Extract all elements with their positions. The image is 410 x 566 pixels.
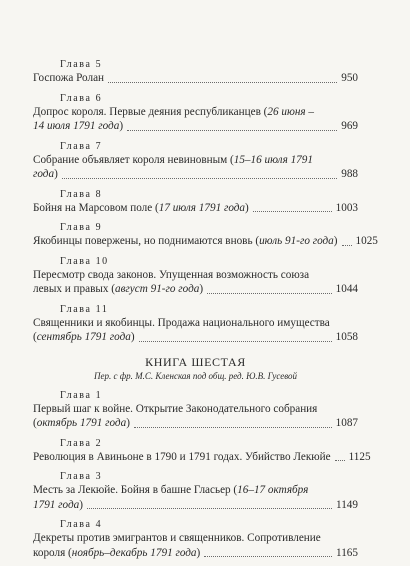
toc-chapter: [33, 255, 358, 297]
chapter-date: 15–16 июля 1791: [233, 153, 313, 166]
chapter-date: года: [33, 168, 55, 180]
chapter-title-text: 1791 года): [33, 498, 83, 511]
chapter-title-line: [33, 268, 358, 283]
chapter-title-text: Допрос короля. Первые деяния республиканцев (26 июня –: [33, 105, 314, 118]
toc-chapter: [33, 221, 378, 249]
chapter-title-text: Собрание объявляет короля невиновным (15–16 июля 1791: [33, 153, 313, 166]
chapter-label: Глава 11: [60, 303, 109, 315]
chapter-title-line: [33, 450, 371, 465]
chapter-date: август 91-го года: [114, 283, 200, 295]
chapter-title-line: [33, 105, 358, 120]
chapter-date: сентябрь 1791 года: [36, 331, 131, 343]
chapter-date: ноябрь–декабрь 1791 года: [71, 546, 197, 559]
dot-leader: [342, 245, 352, 246]
chapter-title-line: [33, 167, 358, 182]
chapter-title-line: [33, 416, 358, 431]
page-number: 1087: [335, 417, 358, 429]
chapter-title: [33, 268, 358, 297]
page-number: 969: [341, 120, 358, 132]
chapter-title-line: [33, 330, 358, 345]
page-number: 1003: [335, 201, 358, 214]
chapter-title-line: [33, 153, 358, 168]
toc-chapter: [33, 303, 358, 345]
chapter-title-line: [33, 316, 358, 331]
chapter-title-text: Якобинцы повержены, но поднимаются вновь (июль 91-го года): [33, 235, 338, 247]
chapter-title-text: короля (ноябрь–декабрь 1791 года): [33, 546, 201, 559]
chapter-label: Глава 3: [60, 471, 103, 482]
chapter-date: июль 91-го года: [259, 235, 334, 247]
chapter-title: [33, 234, 378, 249]
chapter-title: [33, 316, 358, 345]
chapter-date: 26 июня –: [267, 105, 314, 118]
chapter-title-line: [33, 531, 358, 546]
chapter-title-text: 14 июля 1791 года): [33, 120, 124, 132]
chapter-date: 16–17 октября: [237, 484, 309, 496]
book-six-header: [33, 355, 358, 383]
dot-leader: [127, 130, 337, 131]
chapter-title: [33, 105, 358, 134]
dot-leader: [108, 82, 337, 83]
toc-chapter: [33, 188, 358, 216]
dot-leader: [134, 427, 332, 428]
chapter-label: Глава 9: [60, 222, 103, 233]
toc-chapter: [33, 58, 358, 86]
chapter-title: [33, 71, 358, 86]
page-number: 1165: [336, 546, 358, 559]
chapter-title-line: [33, 498, 358, 513]
book-six-subtitle: Пер. с фр. М.С. Кленская под общ. ред. Ю.В. Гусевой: [93, 370, 297, 381]
chapter-label: Глава 6: [60, 92, 103, 104]
page-number: 1149: [336, 498, 358, 511]
page-number: 1044: [335, 283, 358, 295]
chapter-title-line: [33, 483, 358, 498]
table-of-contents: [33, 58, 378, 566]
chapter-title: [33, 450, 371, 465]
chapter-title-text: Первый шаг к войне. Открытие Законодательного собрания: [33, 402, 318, 415]
chapter-date: 14 июля 1791 года: [33, 120, 120, 132]
dot-leader: [207, 293, 332, 294]
chapter-title: [33, 153, 358, 182]
dot-leader: [87, 508, 332, 509]
toc-chapter: [33, 92, 358, 134]
chapter-title: [33, 402, 358, 431]
chapter-date: 1791 года: [33, 498, 80, 511]
chapter-title-text: года): [33, 168, 58, 180]
chapter-label: Глава 10: [60, 255, 109, 267]
page-number: 1025: [355, 235, 378, 247]
chapter-title-text: левых и правых (август 91-го года): [33, 283, 204, 295]
chapter-title: [33, 531, 358, 560]
chapter-label: Глава 2: [60, 437, 103, 449]
chapter-title-line: [33, 119, 358, 134]
chapter-date: октябрь 1791 года: [36, 417, 127, 429]
dot-leader: [62, 178, 337, 179]
chapter-title-text: (сентябрь 1791 года): [33, 331, 135, 343]
chapter-label: Глава 8: [60, 188, 103, 200]
chapter-label: Глава 7: [60, 140, 103, 152]
chapter-title-text: Пересмотр свода законов. Упущенная возможность союза: [33, 268, 310, 281]
chapter-title-line: [33, 201, 358, 216]
chapter-label: Глава 5: [60, 59, 103, 70]
chapter-title-text: Бойня на Марсовом поле (17 июля 1791 года): [33, 201, 249, 214]
toc-chapter: [33, 470, 358, 512]
page-number: 988: [341, 168, 358, 180]
toc-chapter: [33, 140, 358, 182]
page-number: 1058: [335, 331, 358, 343]
chapter-title-line: [33, 234, 378, 249]
dot-leader: [335, 460, 345, 461]
chapter-title-line: [33, 282, 358, 297]
page-number: 950: [341, 72, 358, 84]
chapter-title-text: (октябрь 1791 года): [33, 417, 130, 429]
chapter-title-text: Революция в Авиньоне в 1790 и 1791 годах. Убийство Лекюйе: [33, 450, 331, 463]
chapter-title-line: [33, 402, 358, 417]
chapter-title: [33, 483, 358, 512]
chapter-label: Глава 1: [60, 389, 103, 401]
chapter-title-text: Месть за Лекюйе. Бойня в башне Гласьер (16–17 октября: [33, 484, 309, 496]
chapter-title-text: Священники и якобинцы. Продажа национального имущества: [33, 316, 330, 329]
toc-chapter: [33, 437, 371, 465]
chapter-title-line: [33, 71, 358, 86]
dot-leader: [253, 211, 332, 212]
chapter-title-text: Декреты против эмигрантов и священников. Сопротивление: [33, 532, 321, 544]
toc-chapter: [33, 518, 358, 560]
chapter-title-line: [33, 546, 358, 561]
chapter-title-text: Госпожа Ролан: [33, 72, 105, 84]
book-five-section: [33, 58, 378, 345]
dot-leader: [204, 556, 332, 557]
page-number: 1125: [348, 450, 371, 463]
dot-leader: [139, 341, 332, 342]
chapter-label: Глава 4: [60, 519, 103, 530]
book-six-title: КНИГА ШЕСТАЯ: [145, 354, 246, 369]
toc-chapter: [33, 389, 358, 431]
chapter-title: [33, 201, 358, 216]
book-six-section: [33, 389, 371, 561]
chapter-date: 17 июля 1791 года: [158, 201, 246, 214]
